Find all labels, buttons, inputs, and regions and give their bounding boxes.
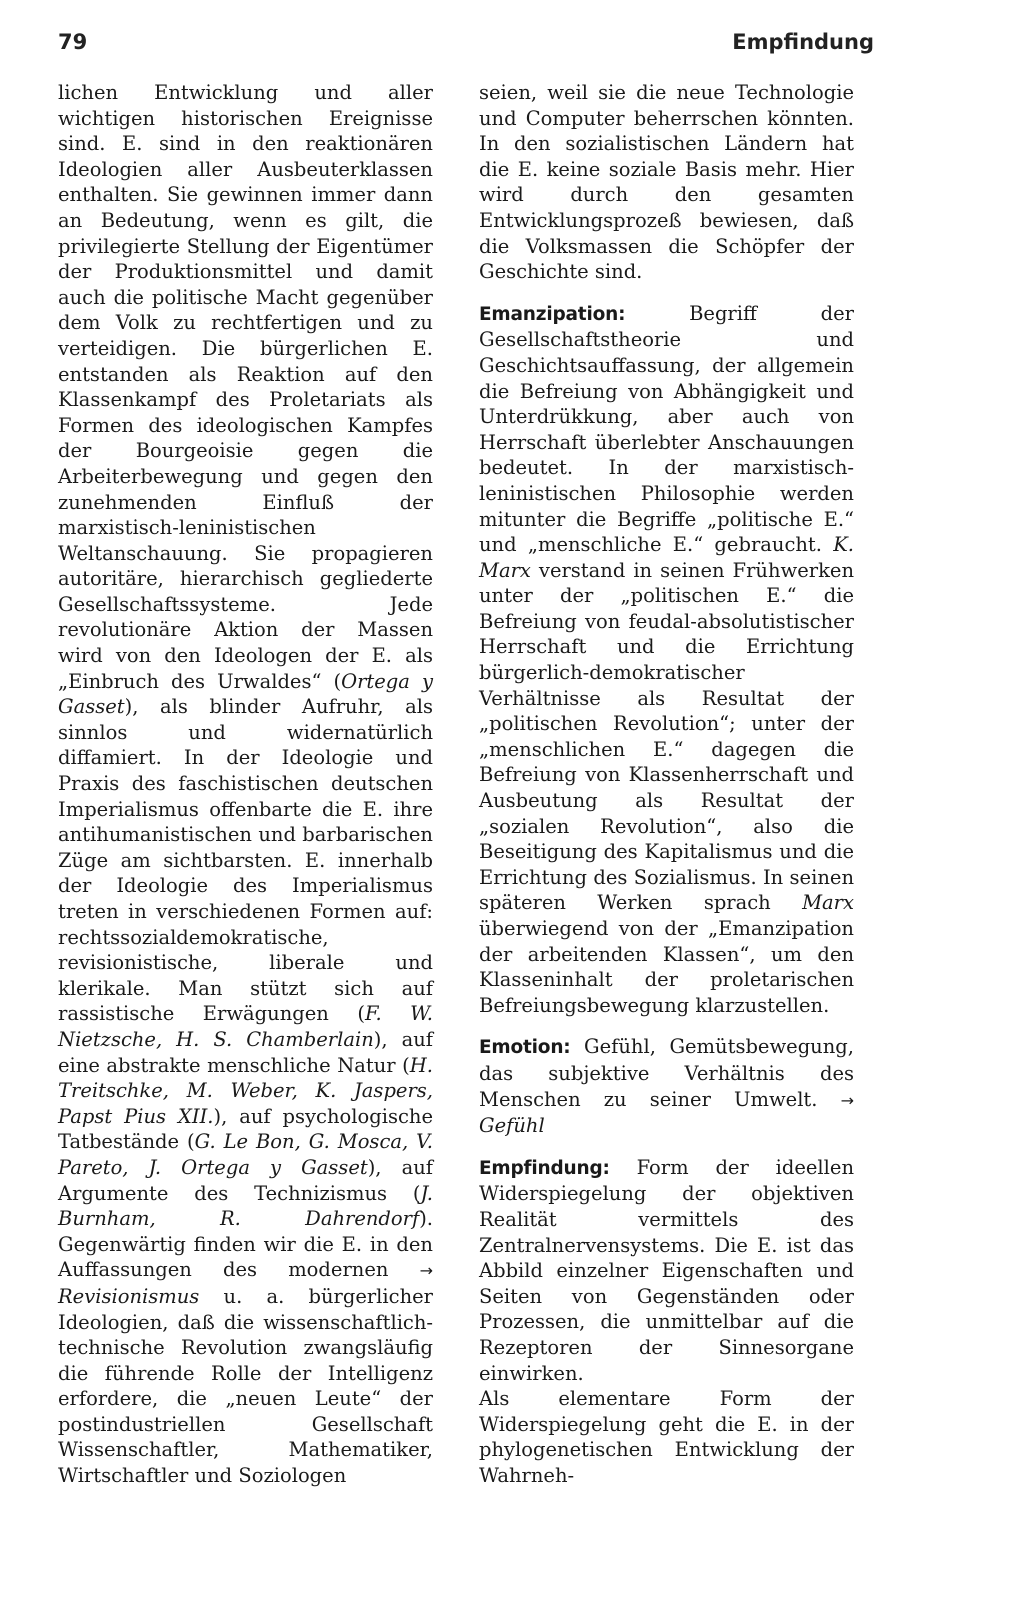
text-run: verstand in seinen Frühwerken unter der „politischen E.“ die Befreiung von feudal-absolutistischer Herrschaft und die Errichtung bürgerlich-demokratischer Verhältnisse als Resultat der „politischen Revolution“; unter der „menschlichen E.“ dagegen die Befreiung von Klassenherrschaft und Ausbeutung als Resultat der „sozialen Revolution“, also die Beseitigung des Kapitalismus und die Errichtung des Sozialismus. In seinen späteren Werken sprach [479,558,854,915]
right-column [479,80,854,1488]
text-run: ), als blinder Aufruhr, als sinnlos und widernatürlich diffamiert. In der Ideologie und Praxis des faschistischen deutschen Imperialismus offenbarte die E. ihre antihumanistischen und barbarischen Züge am sichtbarsten. E. innerhalb der Ideologie des Imperialismus treten in verschiedenen Formen auf: rechtssozialdemokratische, revisionistische, liberale und klerikale. Man stützt sich auf rassistische Erwägungen ( [58,695,433,1026]
author-reference: F. W. Nietzsche, H. S. Chamberlain [58,1002,433,1051]
left-column [58,80,433,1489]
entry-empfindung [479,1155,854,1386]
text-run: Begriff der Gesellschaftstheorie und Geschichtsauffassung, der allgemein die Befreiung von Abhängigkeit und Unterdrükkung, aber auch von Herrschaft überlebter Anschauungen bedeutet. In der marxistisch-leninistischen Philosophie werden mitunter die Begriffe „politische E.“ und „menschliche E.“ gebraucht. [479,301,854,557]
text-run: Form der ideellen Widerspiegelung der objektiven Realität vermittels des Zentralnervensystems. Die E. ist das Abbild einzelner Eigenschaften und Seiten von Gegenständen oder Prozessen, die unmittelbar auf die Rezeptoren der Sinnesorgane einwirken. [479,1155,854,1385]
entry-emanzipation [479,301,854,1019]
text-run: lichen Entwicklung und aller wichtigen historischen Ereignisse sind. E. sind in den reaktionären Ideologien aller Ausbeuterklassen enthalten. Sie gewinnen immer dann an Bedeutung, wenn es gilt, die privilegierte Stellung der Eigentümer der Produktionsmittel und damit auch die politische Macht gegenüber dem Volk zu rechtfertigen und zu verteidigen. Die bürgerlichen E. entstanden als Reaktion auf den Klassenkampf des Proletariats als Formen des ideologischen Kampfes der Bourgeoisie gegen die Arbeiterbewegung und gegen den zunehmenden Einfluß der marxistisch-leninistischen Weltanschauung. Sie propagieren autoritäre, hierarchisch gegliederte Gesellschaftssysteme. Jede revolutionäre Aktion der Massen wird von den Ideologen der E. als „Einbruch des Urwaldes“ ( [58,81,433,693]
running-head: Empfindung [732,30,874,54]
entry-headword: Emotion: [479,1037,571,1059]
text-run: überwiegend von der „Emanzipation der arbeitenden Klassen“, um den Klasseninhalt der proletarischen Befreiungsbewegung klarzustellen. [479,917,854,1017]
entry-emotion [479,1034,854,1138]
cross-reference-link: Gefühl [479,1114,545,1138]
text-run: ), auf eine abstrakte menschliche Natur ( [58,1027,433,1077]
author-reference: J. Burnham, R. Dahrendorf [58,1181,433,1231]
text-run: ). Gegenwärtig finden wir die E. in den Auffassungen des modernen [58,1207,433,1282]
paragraph-continuation: seien, weil sie die neue Technologie und Computer beherrschen könnten. In den sozialistischen Ländern hat die E. keine soziale Basis mehr. Hier wird durch den gesamten Entwicklungsprozeß bewiesen, daß die Volksmassen die Schöpfer der Geschichte sind. [479,81,854,284]
author-reference: G. Le Bon, G. Mosca, V. Pareto, J. Ortega y Gasset [58,1130,433,1179]
text-run: ), auf psychologische Tatbestände ( [58,1104,433,1154]
author-reference: Ortega y Gasset [58,669,433,719]
author-reference: K. Marx [479,533,854,582]
cross-reference-arrow-icon: → [419,1261,433,1281]
text-run: ), auf Argumente des Technizismus ( [58,1155,433,1205]
author-reference: Marx [802,891,854,915]
entry-empfindung-paragraph-2: Als elementare Form der Widerspiegelung geht die E. in der phylogenetischen Entwicklung der Wahrneh- [479,1387,854,1487]
entry-headword: Empfindung: [479,1157,610,1179]
author-reference: H. Treitschke, M. Weber, K. Jaspers, Papst Pius XII. [58,1053,433,1128]
text-run: u. a. bürgerlicher Ideologien, daß die wissenschaftlich-technische Revolution zwangsläufig die führende Rolle der Intelligenz erfordere, die „neuen Leute“ der postindustriellen Gesellschaft Wissenschaftler, Mathematiker, Wirtschaftler und Soziologen [58,1284,433,1488]
cross-reference-arrow-icon: → [840,1090,854,1110]
page-number: 79 [58,30,88,54]
entry-headword: Emanzipation: [479,303,626,325]
text-run: Gefühl, Gemütsbewegung, das subjektive Verhältnis des Menschen zu seiner Umwelt. [479,1035,854,1111]
cross-reference-link: Revisionismus [58,1284,200,1308]
paragraph-continuation [58,80,433,1489]
